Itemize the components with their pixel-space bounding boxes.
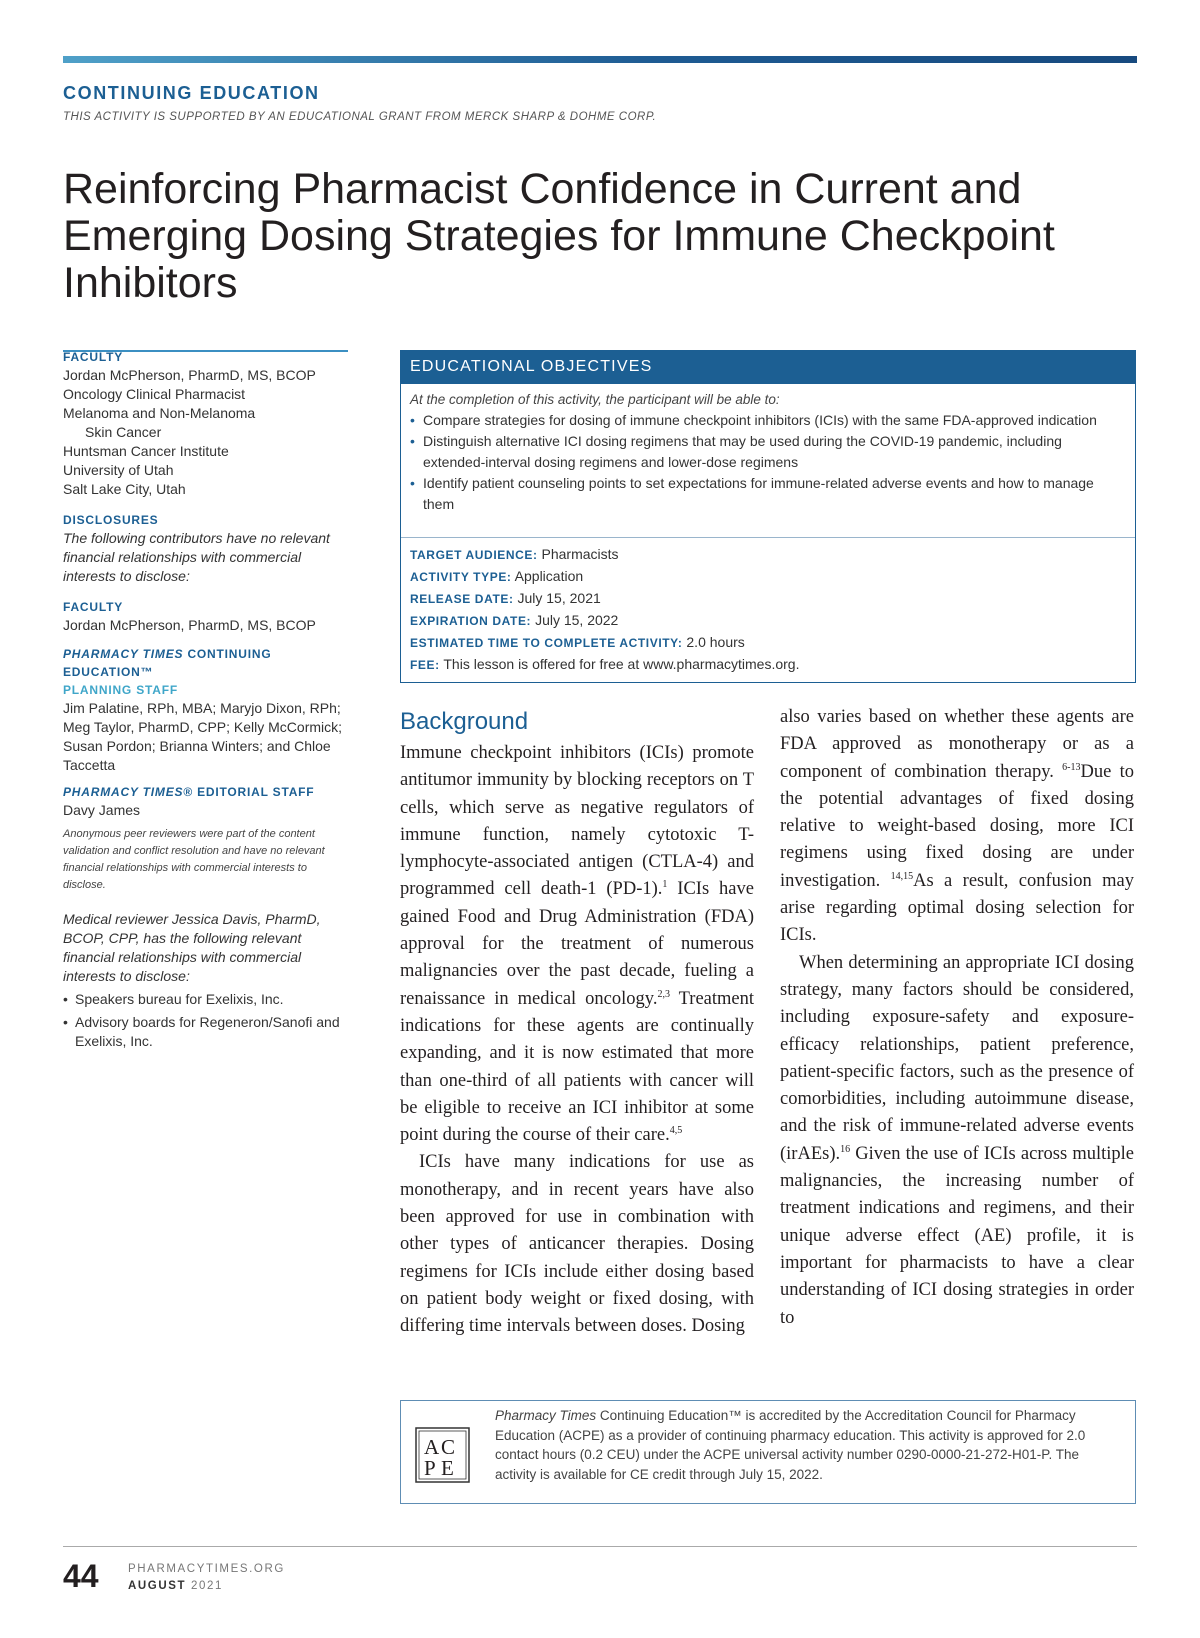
objectives-box [400, 350, 1136, 683]
faculty-line: Salt Lake City, Utah [63, 481, 186, 497]
disclosures-heading: DISCLOSURES [63, 513, 159, 527]
planning-staff-heading: PLANNING STAFF [63, 683, 178, 697]
paragraph: When determining an appropriate ICI dosing strategy, many factors should be considered, including exposure-safety and exposure-efficacy relationships, patient preference, patient-specific factors, such as the presence of comorbidities, including autoimmune disease, and the risk of immune-related adverse events (irAEs).$^{16}$ Given the use of ICIs across multiple malignancies, the increasing number of treatment indications and regimens, and their unique adverse effect (AE) profile, it is important for pharmacists to have a clear understanding of ICI dosing strategies in order to [780, 952, 1134, 1328]
planning-staff-text: Jim Palatine, RPh, MBA; Maryjo Dixon, RPh; Meg Taylor, PharmD, CPP; Kelly McCormick; Susan Pordon; Brianna Winters; and Chloe Taccetta [63, 700, 343, 773]
svg-text:E: E [441, 1456, 454, 1480]
top-rule [63, 56, 1137, 63]
footer-rule [63, 1546, 1137, 1547]
faculty-block [63, 366, 348, 499]
meta-row: TARGET AUDIENCE: Pharmacists [410, 546, 619, 562]
faculty2-heading: FACULTY [63, 600, 124, 614]
sidebar [63, 348, 348, 1055]
meta-row: RELEASE DATE: July 15, 2021 [410, 590, 601, 606]
objectives-header: EDUCATIONAL OBJECTIVES [401, 351, 1135, 384]
svg-text:C: C [441, 1435, 456, 1459]
article-title: Reinforcing Pharmacist Confidence in Current and Emerging Dosing Strategies for Immune Checkpoint Inhibitors [63, 165, 1055, 307]
acpe-logo [415, 1427, 470, 1483]
list-item: • Compare strategies for dosing of immune checkpoint inhibitors (ICIs) with the same FDA-approved indication [410, 410, 1121, 431]
faculty-line: Skin Cancer [85, 424, 162, 440]
paragraph: Immune checkpoint inhibitors (ICIs) promote antitumor immunity by blocking receptors on T cells, which serve as negative regulators of immune function, namely cytotoxic T-lymphocyte-associated antigen (CTLA-4) and programmed cell death-1 (PD-1).$^1$ ICIs have gained Food and Drug Administration (FDA) approval for the treatment of numerous malignancies over the past decade, fueling a renaissance in medical oncology.$^{2,3}$ Treatment indications for these agents are continually expanding, and it is now estimated that more than one-third of all patients with cancer will be eligible to receive an ICI inhibitor at some point during the course of their care.$^{4,5}$ [400, 743, 754, 1146]
faculty2-name: Jordan McPherson, PharmD, MS, BCOP [63, 617, 316, 633]
accreditation-box [400, 1400, 1136, 1504]
faculty-line: Jordan McPherson, PharmD, MS, BCOP [63, 367, 316, 383]
list-item: • Advisory boards for Regeneron/Sanofi and Exelixis, Inc. [63, 1013, 348, 1051]
pt-ce-heading-line2: EDUCATION™ [63, 665, 154, 679]
paragraph: also varies based on whether these agents are FDA approved as monotherapy or as a component of combination therapy. $^{6-13}$Due to the potential advantages of fixed dosing relative to weight-based dosing, more ICI regimens using fixed dosing are under investigation. $^{14,15}$As a result, confusion may arise regarding optimal dosing selection for ICIs. [780, 707, 1135, 946]
page-number: 44 [63, 1558, 99, 1594]
peer-review-note: Anonymous peer reviewers were part of the content validation and conflict resolution and have no relevant financial relationships with commercial interests to disclose. [63, 828, 325, 891]
objectives-divider [401, 537, 1135, 538]
accreditation-text: Pharmacy Times Continuing Education™ is accredited by the Accreditation Council for Pharmacy Education (ACPE) as a provider of continuing pharmacy education. This activity is approved for 2.0 contact hours (0.2 CEU) under the ACPE universal activity number 0290-0000-21-272-H01-P. The activity is available for CE credit through July 15, 2022. [495, 1408, 1086, 1482]
background-heading: Background [400, 708, 529, 735]
svg-text:A: A [424, 1435, 440, 1459]
list-item: • Distinguish alternative ICI dosing regimens that may be used during the COVID-19 pandemic, including extended-interval dosing regimens and lower-dose regimens [410, 431, 1121, 473]
faculty-line: Melanoma and Non-Melanoma [63, 405, 256, 421]
pt-ce-heading: PHARMACY TIMES CONTINUING [63, 647, 272, 661]
editorial-name: Davy James [63, 802, 141, 818]
objectives-intro: At the completion of this activity, the participant will be able to: [410, 392, 780, 407]
disclosures-text: The following contributors have no relevant financial relationships with commercial interests to disclose: [63, 530, 330, 584]
body-column-left [400, 740, 754, 1341]
faculty-heading: FACULTY [63, 350, 124, 364]
section-label: CONTINUING EDUCATION [63, 83, 320, 103]
paragraph: ICIs have many indications for use as monotherapy, and in recent years have also been approved for use in combination with other types of anticancer therapies. Dosing regimens for ICIs include either dosing based on patient body weight or fixed dosing, with differing time intervals between doses. Dosing [400, 1152, 754, 1337]
objectives-list [401, 410, 1135, 515]
site-name: PHARMACYTIMES.ORG [128, 1563, 285, 1575]
grant-line: THIS ACTIVITY IS SUPPORTED BY AN EDUCATIONAL GRANT FROM MERCK SHARP & DOHME CORP. [63, 111, 657, 123]
issue-date: AUGUST 2021 [128, 1580, 223, 1592]
meta-row: ESTIMATED TIME TO COMPLETE ACTIVITY: 2.0 hours [410, 634, 745, 650]
relationships-list [63, 990, 348, 1051]
meta-row: EXPIRATION DATE: July 15, 2022 [410, 612, 619, 628]
faculty-line: University of Utah [63, 462, 174, 478]
list-item: • Identify patient counseling points to set expectations for immune-related adverse events and how to manage them [410, 473, 1121, 515]
meta-row: FEE: This lesson is offered for free at www.pharmacytimes.org. [410, 656, 800, 672]
body-column-right [780, 704, 1134, 1332]
medical-reviewer-text: Medical reviewer Jessica Davis, PharmD, BCOP, CPP, has the following relevant financial relationships with commercial interests to disclose: [63, 911, 321, 984]
faculty-line: Oncology Clinical Pharmacist [63, 386, 246, 402]
meta-row: ACTIVITY TYPE: Application [410, 568, 584, 584]
activity-meta [410, 544, 799, 676]
faculty-line: Huntsman Cancer Institute [63, 443, 229, 459]
list-item: • Speakers bureau for Exelixis, Inc. [63, 990, 348, 1009]
svg-text:P: P [424, 1456, 436, 1480]
editorial-heading: PHARMACY TIMES® EDITORIAL STAFF [63, 785, 315, 799]
